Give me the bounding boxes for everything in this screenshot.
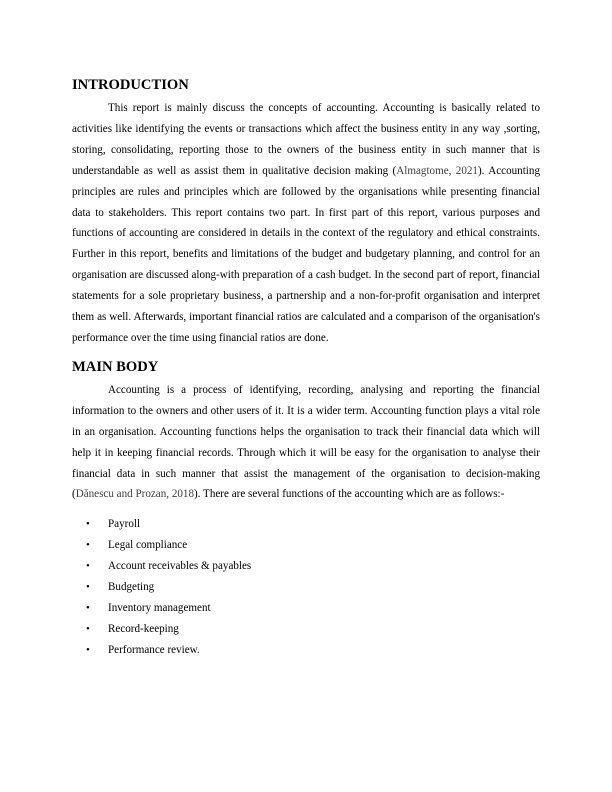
list-item bbox=[72, 640, 540, 661]
bullet-icon: • bbox=[86, 601, 90, 614]
list-item bbox=[72, 556, 540, 577]
introduction-citation: Almagtome, 2021 bbox=[396, 164, 478, 177]
bullet-icon: • bbox=[86, 539, 90, 552]
main-body-text-part1: Accounting is a process of identifying, recording, analysing and reporting the financial information to the owners and other users of it. It is a wider term. Accounting function plays a vital role in an organisation. Accounting functions helps the organisation to track their financial data which will help it in keeping financial records. Through which it will be easy for the organisation to analyse their financial data in such manner that assist the management of the organisation to decision-making ( bbox=[72, 383, 540, 501]
main-body-text-part2: ). There are several functions of the accounting which are as follows:- bbox=[194, 488, 505, 501]
main-body-heading: MAIN BODY bbox=[72, 358, 159, 375]
list-item bbox=[72, 577, 540, 598]
list-item-label: Record-keeping bbox=[108, 622, 179, 635]
main-body-citation: Dănescu and Prozan, 2018 bbox=[75, 488, 195, 501]
bullet-icon: • bbox=[86, 643, 90, 656]
bullet-icon: • bbox=[86, 622, 90, 635]
introduction-text-part1: This report is mainly discuss the concepts of accounting. Accounting is basically related to activities like identifying the events or transactions which affect the business entity in any way ,sorting, storing, consolidating, reporting those to the owners of the business entity in such manner that is understandable as well as assist them in qualitative decision making ( bbox=[72, 102, 540, 177]
introduction-heading: INTRODUCTION bbox=[72, 77, 189, 93]
list-item-label: Performance review. bbox=[108, 643, 200, 656]
list-item-label: Legal compliance bbox=[108, 539, 188, 552]
list-item bbox=[72, 598, 540, 619]
list-item bbox=[72, 619, 540, 640]
document-page bbox=[72, 76, 540, 661]
introduction-paragraph bbox=[72, 98, 540, 349]
list-item-label: Account receivables & payables bbox=[108, 560, 252, 573]
main-body-paragraph bbox=[72, 380, 540, 505]
list-item-label: Inventory management bbox=[108, 601, 211, 614]
bullet-icon: • bbox=[86, 581, 90, 594]
list-item bbox=[72, 514, 540, 535]
bullet-icon: • bbox=[86, 560, 90, 573]
list-item-label: Budgeting bbox=[108, 581, 155, 594]
list-item-label: Payroll bbox=[108, 518, 141, 531]
bullet-icon: • bbox=[86, 518, 90, 531]
introduction-text-part2: ). Accounting principles are rules and principles which are followed by the organisations while presenting financial data to stakeholders. This report contains two part. In first part of this report, various purposes and functions of accounting are considered in details in the context of the regulatory and ethical constraints. Further in this report, benefits and limitations of the budget and budgetary planning, and control for an organisation are discussed along-with preparation of a cash budget. In the second part of report, financial statements for a sole proprietary business, a partnership and a non-for-profit organisation and interpret them as well. Afterwards, important financial ratios are calculated and a comparison of the organisation's performance over the time using financial ratios are done. bbox=[72, 164, 540, 344]
list-item bbox=[72, 535, 540, 556]
accounting-functions-list bbox=[72, 514, 540, 660]
